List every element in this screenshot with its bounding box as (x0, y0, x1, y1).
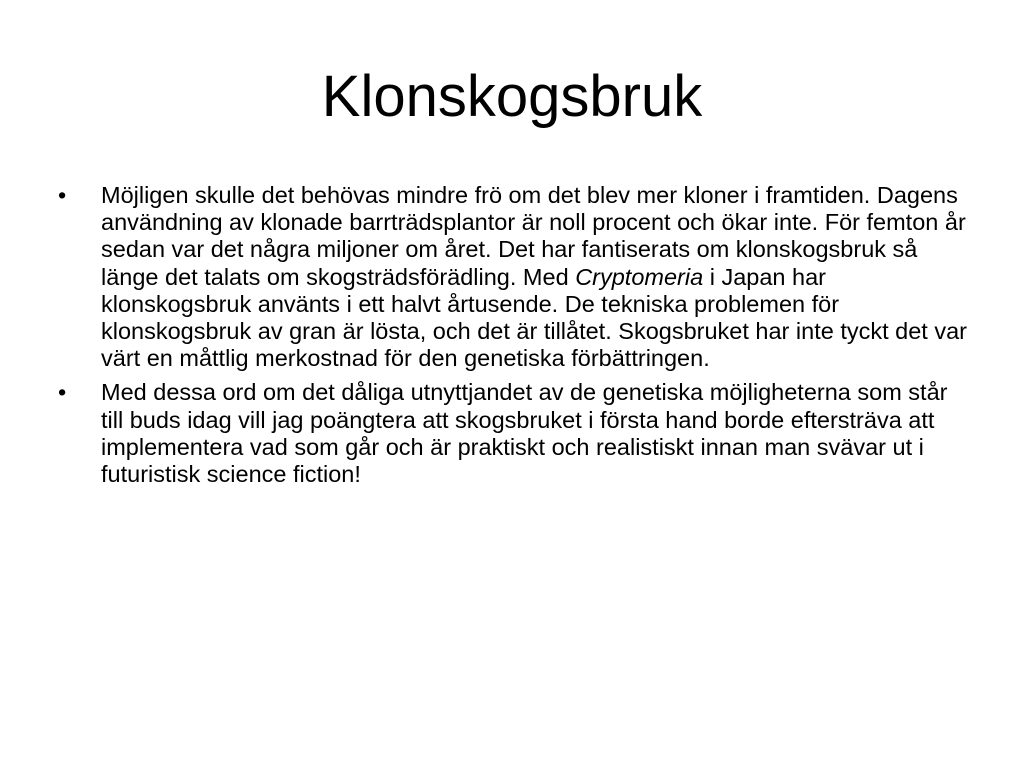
bullet-item-1 (58, 182, 968, 372)
bullet-text-2: Med dessa ord om det dåliga utnyttjandet av de genetiska möjligheterna som står till buds idag vill jag poängtera att skogsbruket i första hand borde eftersträva att implementera vad som går och är praktiskt och realistiskt innan man svävar ut i futuristisk science fiction! (101, 379, 948, 488)
slide-title: Klonskogsbruk (321, 64, 703, 129)
bullet-list (58, 182, 968, 495)
bullet-text-1 (101, 182, 967, 371)
bullet-marker: • (58, 379, 67, 406)
bullet-marker: • (58, 182, 67, 208)
bullet-text-1-part-a: Möjligen skulle det behövas mindre frö om det blev mer kloner i framtiden. Dagens användning av klonade barrträdsplantor är noll procent och ökar inte. För femton år sedan var det några miljoner om året. Det har fantiserats om klonskogsbruk så länge det talats om skogsträdsförädling. Med (101, 182, 966, 290)
bullet-text-1-part-b: i Japan har klonskogsbruk använts i ett halvt årtusende. De tekniska problemen för klonskogsbruk av gran är lösta, och det är tillåtet. Skogsbruket har inte tyckt det var värt en måttlig merkostnad för den genetiska förbättringen. (101, 263, 968, 372)
bullet-text-1-italic: Cryptomeria (575, 263, 704, 290)
bullet-item-2 (58, 379, 968, 488)
